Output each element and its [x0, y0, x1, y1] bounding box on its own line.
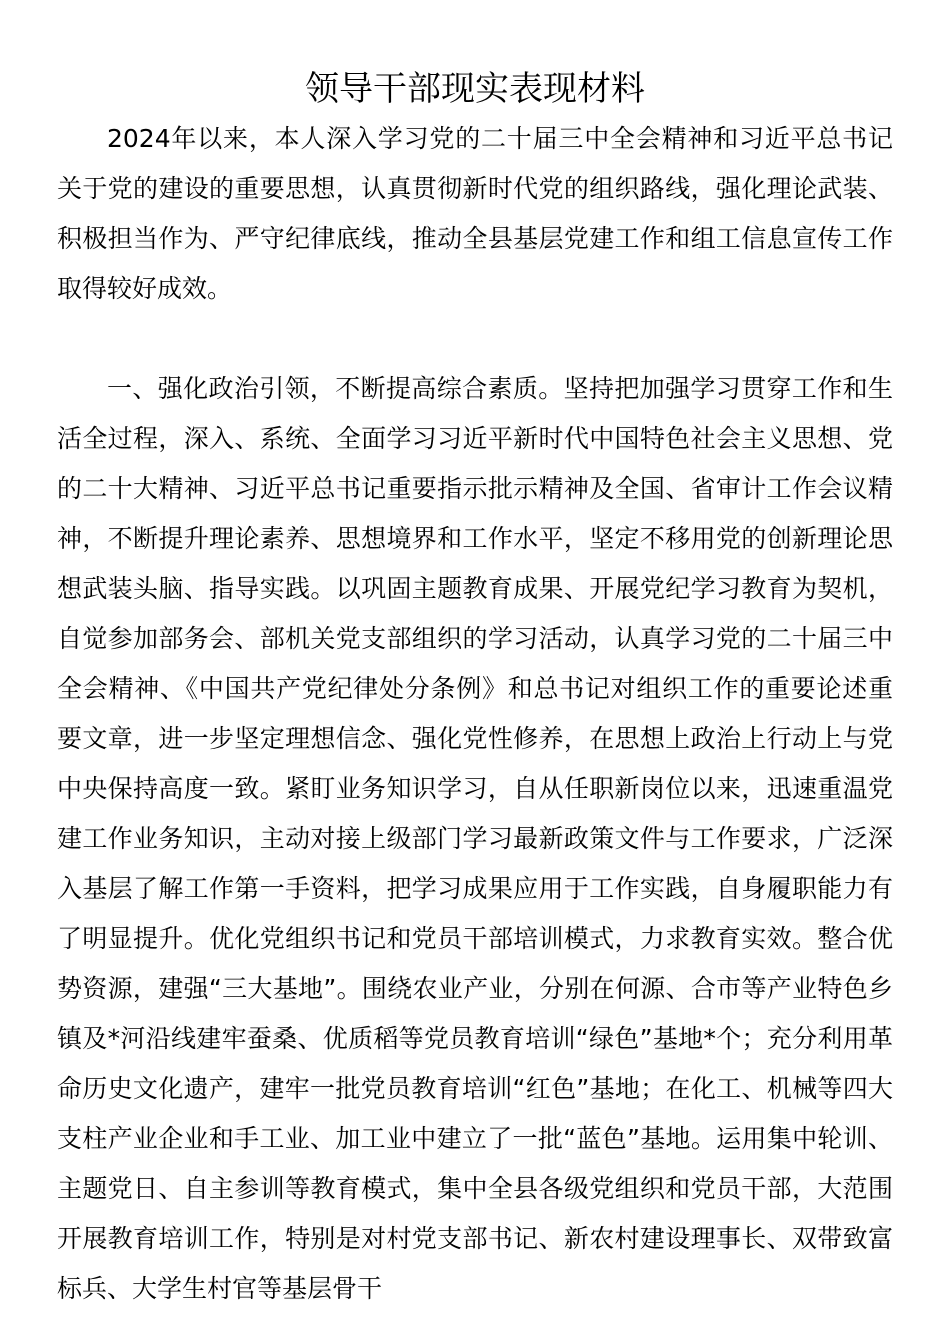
paragraph-spacer [57, 314, 893, 364]
document-body [57, 114, 893, 1314]
document-title: 领导干部现实表现材料 [305, 69, 645, 109]
intro-paragraph: 2024年以来，本人深入学习党的二十届三中全会精神和习近平总书记关于党的建设的重要思想，认真贯彻新时代党的组织路线，强化理论武装、积极担当作为、严守纪律底线，推动全县基层党建工作和组工信息宣传工作取得较好成效。 [57, 124, 893, 303]
section-one-paragraph: 一、强化政治引领，不断提高综合素质。坚持把加强学习贯穿工作和生活全过程，深入、系统、全面学习习近平新时代中国特色社会主义思想、党的二十大精神、习近平总书记重要指示批示精神及全国、省审计工作会议精神，不断提升理论素养、思想境界和工作水平，坚定不移用党的创新理论思想武装头脑、指导实践。以巩固主题教育成果、开展党纪学习教育为契机，自觉参加部务会、部机关党支部组织的学习活动，认真学习党的二十届三中全会精神、《中国共产党纪律处分条例》和总书记对组织工作的重要论述重要文章，进一步坚定理想信念、强化党性修养，在思想上政治上行动上与党中央保持高度一致。紧盯业务知识学习，自从任职新岗位以来，迅速重温党建工作业务知识，主动对接上级部门学习最新政策文件与工作要求，广泛深入基层了解工作第一手资料，把学习成果应用于工作实践，自身履职能力有了明显提升。优化党组织书记和党员干部培训模式，力求教育实效。整合优势资源，建强“三大基地”。围绕农业产业，分别在何源、合市等产业特色乡镇及*河沿线建牢蚕桑、优质稻等党员教育培训“绿色”基地*个；充分利用革命历史文化遗产，建牢一批党员教育培训“红色”基地；在化工、机械等四大支柱产业企业和手工业、加工业中建立了一批“蓝色”基地。运用集中轮训、主题党日、自主参训等教育模式，集中全县各级党组织和党员干部，大范围开展教育培训工作，特别是对村党支部书记、新农村建设理事长、双带致富标兵、大学生村官等基层骨干 [57, 374, 893, 1303]
